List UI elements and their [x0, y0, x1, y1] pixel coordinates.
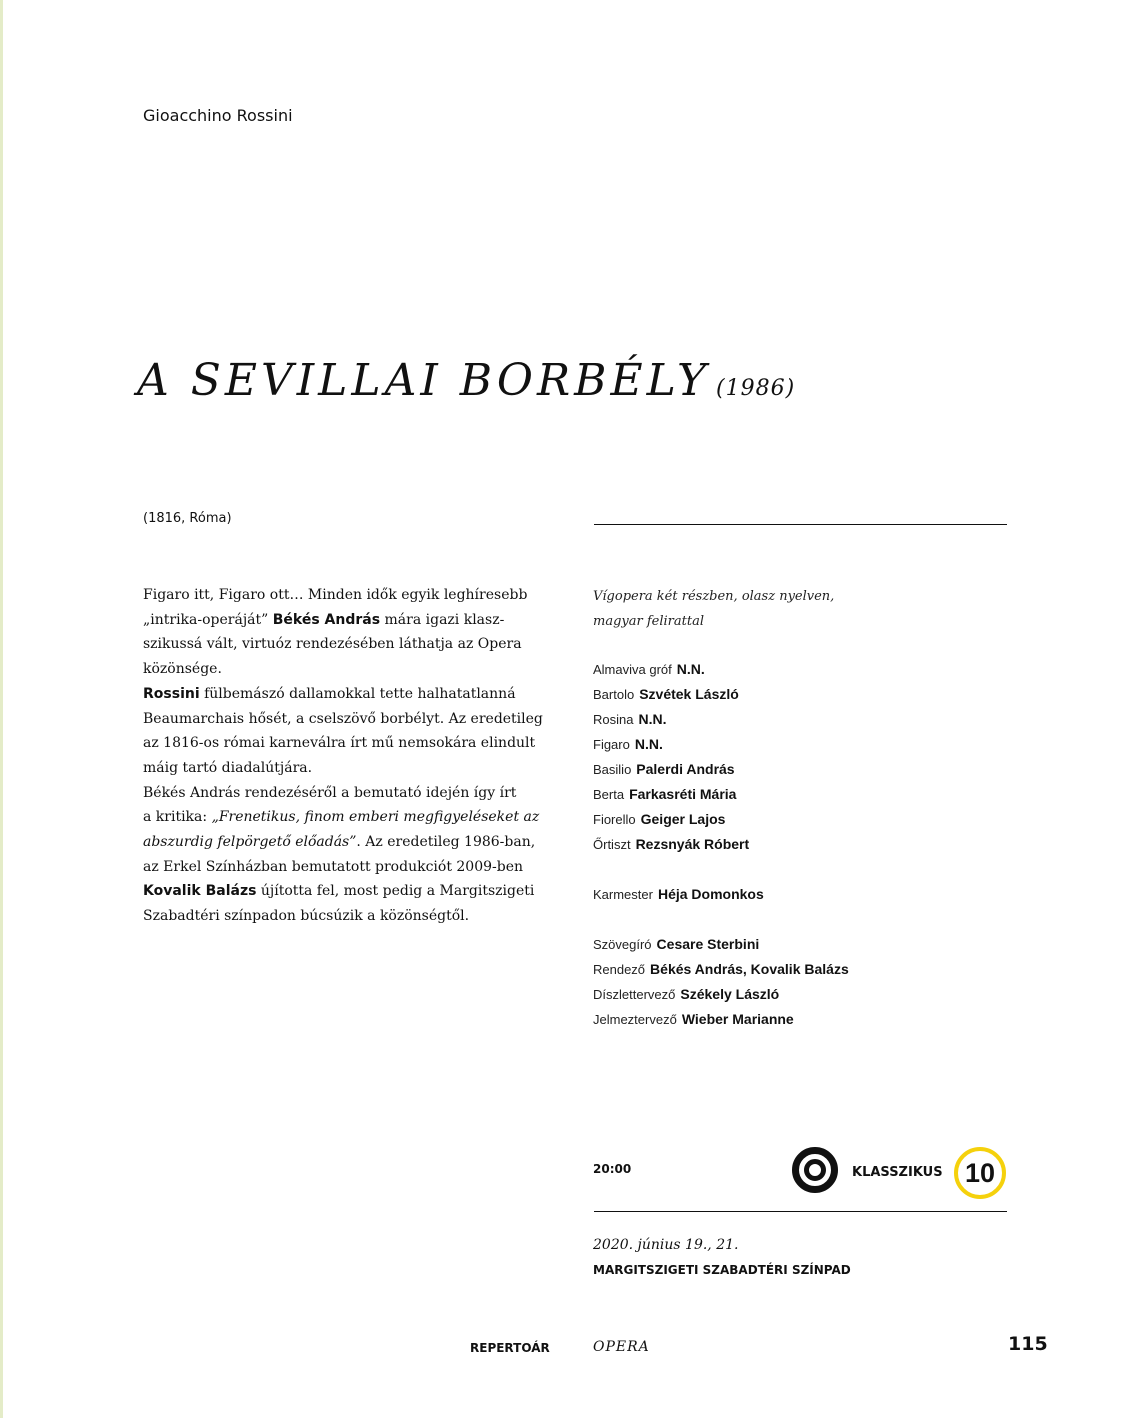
divider-top: [594, 524, 1007, 525]
creator-role: Rendező: [593, 962, 646, 977]
genre-info: [593, 584, 834, 634]
creator-row: [593, 982, 849, 1007]
cast-role: Berta: [593, 787, 625, 802]
critic-quote: „Frenetikus, finom emberi megfigyeléseket az: [211, 809, 540, 826]
cast-role: Almaviva gróf: [593, 662, 672, 677]
cast-name: Farkasréti Mária: [629, 786, 737, 802]
description-line: Szabadtéri színpadon búcsúzik a közönségtől.: [143, 908, 470, 925]
cast-name: Geiger Lajos: [640, 811, 726, 827]
cast-role: Rosina: [593, 712, 634, 727]
cast-role: Basilio: [593, 762, 632, 777]
description-text: [143, 583, 583, 929]
creator-name: Cesare Sterbini: [656, 936, 760, 952]
cast-row: [593, 807, 749, 832]
footer-category: OPERA: [593, 1339, 650, 1355]
conductor-role: Karmester: [593, 887, 653, 902]
composer-name-bold: Rossini: [143, 685, 200, 702]
director-name-bold: Békés András: [272, 611, 381, 628]
description-line: máig tartó diadalútjára.: [143, 759, 313, 776]
divider-bottom: [594, 1211, 1007, 1212]
target-circle-inner-icon: [804, 1159, 826, 1181]
revival-director-bold: Kovalik Balázs: [143, 883, 257, 900]
cast-name: Szvétek László: [639, 686, 739, 702]
cast-name: Rezsnyák Róbert: [635, 836, 750, 852]
footer-section: REPERTOÁR: [470, 1341, 550, 1355]
cast-name: N.N.: [634, 736, 663, 752]
page-number: 115: [1008, 1333, 1048, 1355]
performance-venue: MARGITSZIGETI SZABADTÉRI SZÍNPAD: [593, 1263, 851, 1277]
cast-role: Őrtiszt: [593, 837, 631, 852]
cast-name: N.N.: [676, 661, 705, 677]
critic-quote: abszurdig felpörgető előadás”: [143, 834, 357, 851]
season-label: KLASSZIKUS: [852, 1165, 943, 1180]
performance-dates: 2020. június 19., 21.: [593, 1237, 739, 1253]
description-line: az Erkel Színházban bemutatott produkciót 2009-ben: [143, 858, 524, 875]
conductor-credit: [593, 882, 764, 907]
creator-name: Székely László: [680, 986, 780, 1002]
description-line: Rossini fülbemászó dallamokkal tette halhatatlanná: [143, 685, 516, 702]
title-main: A SEVILLAI BORBÉLY: [137, 355, 711, 406]
cast-row: [593, 682, 749, 707]
cast-row: [593, 832, 749, 857]
page-edge-strip: [0, 0, 3, 1418]
description-line: szikussá vált, virtuóz rendezésében láthatja az Opera: [143, 636, 522, 653]
cast-name: N.N.: [638, 711, 667, 727]
cast-row: [593, 707, 749, 732]
creator-role: Jelmeztervező: [593, 1012, 677, 1027]
creator-name: Wieber Marianne: [681, 1011, 794, 1027]
description-line: „intrika-operáját” Békés András mára igazi klasz-: [143, 611, 505, 628]
description-line: Beaumarchais hősét, a cselszövő borbélyt. Az eredetileg: [143, 710, 543, 727]
composer-name: Gioacchino Rossini: [143, 106, 293, 125]
creator-row: [593, 957, 849, 982]
description-line: Figaro itt, Figaro ott… Minden idők egyik leghíresebb: [143, 587, 528, 603]
premiere-info: (1816, Róma): [143, 511, 232, 526]
season-number-badge: 10: [954, 1147, 1006, 1199]
conductor-name: Héja Domonkos: [657, 886, 764, 902]
description-line: Kovalik Balázs újította fel, most pedig a Margitszigeti: [143, 883, 535, 900]
description-line: abszurdig felpörgető előadás”. Az eredetileg 1986-ban,: [143, 834, 536, 851]
conductor-row: [593, 882, 764, 907]
genre-line: magyar felirattal: [593, 614, 704, 629]
creator-name: Békés András, Kovalik Balázs: [650, 961, 849, 977]
cast-row: [593, 757, 749, 782]
creator-role: Szövegíró: [593, 937, 652, 952]
creators-list: [593, 932, 849, 1032]
production-title: [137, 355, 795, 406]
cast-row: [593, 782, 749, 807]
genre-line: Vígopera két részben, olasz nyelven,: [593, 589, 835, 604]
creator-row: [593, 932, 849, 957]
cast-name: Palerdi András: [636, 761, 735, 777]
cast-role: Bartolo: [593, 687, 635, 702]
cast-role: Fiorello: [593, 812, 636, 827]
description-line: a kritika: „Frenetikus, finom emberi megfigyeléseket az: [143, 809, 540, 826]
cast-row: [593, 657, 749, 682]
cast-list: [593, 657, 749, 857]
title-year: (1986): [716, 376, 796, 401]
cast-role: Figaro: [593, 737, 630, 752]
description-line: Békés András rendezéséről a bemutató idején így írt: [143, 784, 517, 801]
performance-time: 20:00: [593, 1162, 632, 1176]
creator-row: [593, 1007, 849, 1032]
cast-row: [593, 732, 749, 757]
creator-role: Díszlettervező: [593, 987, 676, 1002]
description-line: az 1816-os római karneválra írt mű nemsokára elindult: [143, 735, 536, 752]
description-line: közönsége.: [143, 661, 222, 678]
